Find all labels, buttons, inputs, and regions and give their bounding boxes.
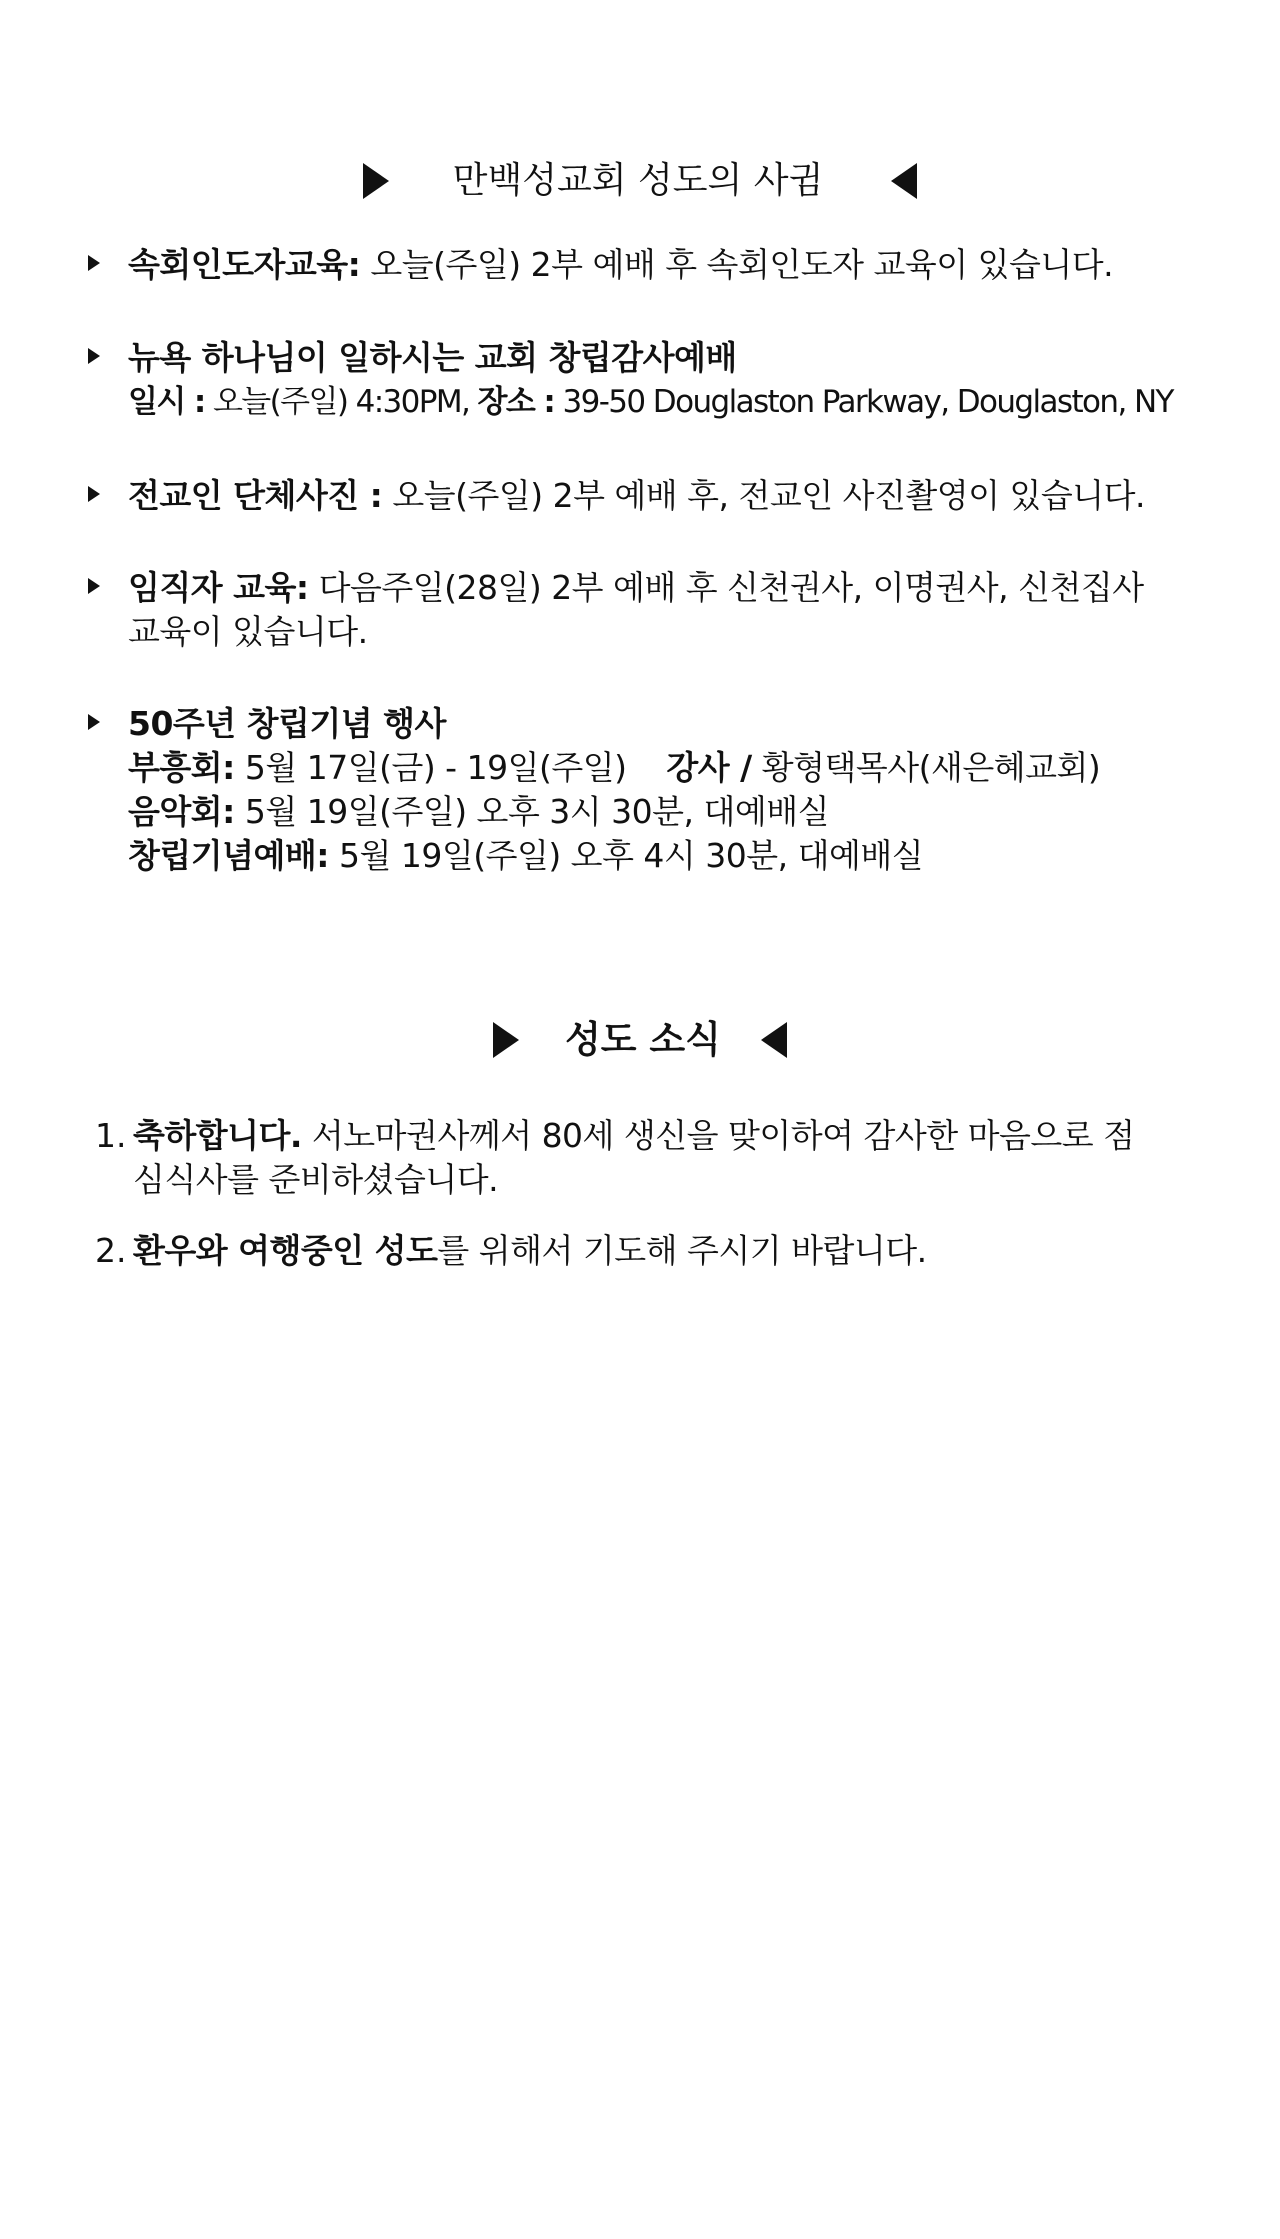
triangle-left-icon	[761, 1022, 787, 1058]
event-label: 강사 /	[666, 748, 752, 787]
event-label: 창립기념예배:	[128, 836, 329, 875]
event-text: 교육이 있습니다.	[128, 612, 368, 651]
news-title-text: 성도 소식	[565, 1018, 721, 1061]
news-line	[133, 1114, 1135, 1158]
event-label: 속회인도자교육:	[128, 245, 361, 284]
event-line	[128, 243, 1113, 287]
event-text: 오늘(주일) 2부 예배 후, 전교인 사진촬영이 있습니다.	[382, 476, 1146, 515]
event-line	[128, 834, 923, 878]
event-line	[128, 790, 829, 834]
event-label: 장소 :	[477, 384, 555, 420]
event-text: 39-50 Douglaston Parkway, Douglaston, NY	[554, 384, 1173, 420]
bullet-icon	[88, 578, 100, 594]
news-label: 환우와 여행중인 성도	[133, 1231, 438, 1270]
event-label: 뉴욕 하나님이 일하시는 교회 창립감사예배	[128, 338, 737, 377]
event-label: 임직자 교육:	[128, 568, 309, 607]
news-label: 축하합니다.	[133, 1116, 302, 1155]
event-line	[128, 336, 737, 380]
event-line	[128, 702, 446, 746]
event-label: 음악회:	[128, 792, 235, 831]
news-text: 서노마권사께서 80세 생신을 맞이하여 감사한 마음으로 점	[301, 1116, 1135, 1155]
event-text: 5월 19일(주일) 오후 3시 30분, 대예배실	[234, 792, 830, 831]
event-text: 오늘(주일) 4:30PM,	[204, 384, 478, 420]
event-line	[128, 474, 1145, 518]
news-number: 2.	[95, 1231, 127, 1270]
news-text: 를 위해서 기도해 주시기 바랍니다.	[437, 1231, 927, 1270]
event-text: 5월 17일(금) - 19일(주일)	[234, 748, 667, 787]
event-label: 50주년 창립기념 행사	[128, 704, 446, 743]
events-title-text: 만백성교회 성도의 사귐	[452, 160, 824, 201]
event-line	[128, 746, 1100, 790]
event-text: 황형택목사(새은혜교회)	[751, 748, 1101, 787]
news-section-title	[0, 1018, 1280, 1062]
events-section-title	[0, 159, 1280, 203]
event-text: 다음주일(28일) 2부 예배 후 신천권사, 이명권사, 신천집사	[308, 568, 1144, 607]
event-line	[128, 566, 1144, 610]
event-label: 부흥회:	[128, 748, 235, 787]
triangle-left-icon	[891, 163, 917, 199]
event-line	[128, 380, 1173, 424]
news-line	[133, 1229, 927, 1273]
bullet-icon	[88, 348, 100, 364]
news-text: 심식사를 준비하셨습니다.	[133, 1160, 499, 1199]
bullet-icon	[88, 486, 100, 502]
bullet-icon	[88, 255, 100, 271]
event-line	[128, 610, 368, 654]
event-label: 전교인 단체사진 :	[128, 476, 383, 515]
event-label: 일시 :	[128, 384, 205, 420]
triangle-right-icon	[363, 163, 389, 199]
event-text: 오늘(주일) 2부 예배 후 속회인도자 교육이 있습니다.	[360, 245, 1114, 284]
triangle-right-icon	[493, 1022, 519, 1058]
news-line	[133, 1158, 498, 1202]
bullet-icon	[88, 714, 100, 730]
event-text: 5월 19일(주일) 오후 4시 30분, 대예배실	[328, 836, 924, 875]
news-number: 1.	[95, 1116, 127, 1155]
